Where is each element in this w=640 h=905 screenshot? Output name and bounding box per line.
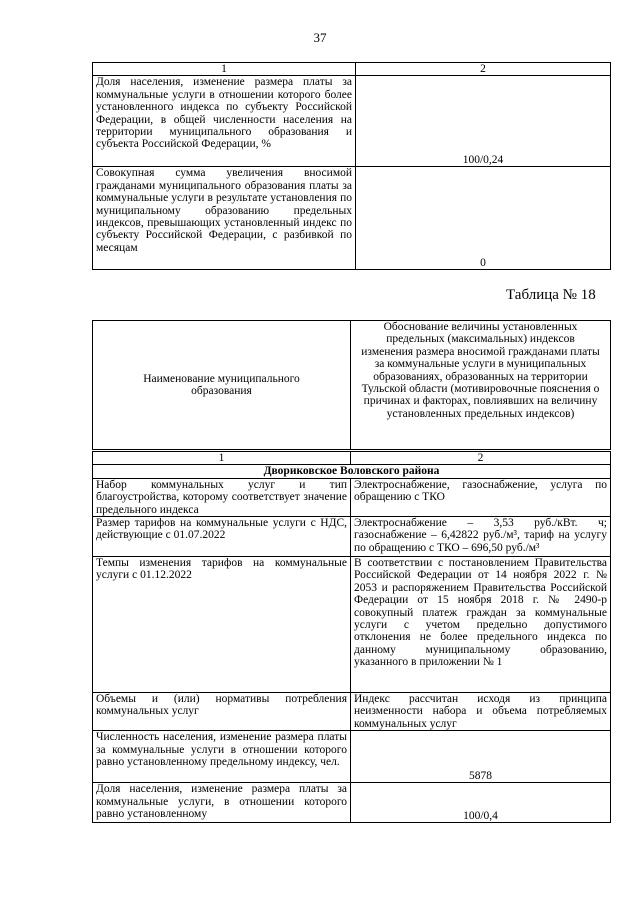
table-1-header-row <box>93 63 611 76</box>
table-row <box>93 783 611 823</box>
table-18-col-2-number: 2 <box>351 451 611 465</box>
table-cell-value: В соответствии с постановлением Правительства Российской Федерации от 14 ноября 2022 г. № 2053 и распоряжением Правительства Российской Федерации от 15 ноября 2018 г. № 2490-р совокупный платеж граждан за коммунальные услуги с учетом предельно допустимого отклонения не более предельного индекса по данному муниципальному образованию, указанного в приложении № 1 <box>351 557 611 693</box>
table-cell-label: Размер тарифов на коммунальные услуги с НДС, действующие с 01.07.2022 <box>93 517 351 557</box>
table-cell-label: Доля населения, изменение размера платы за коммунальные услуги в отношении которого более установленного индекса по субъекту Российской Федерации, в общей численности населения на территории муниципального образования и субъекта Российской Федерации, % <box>93 76 356 167</box>
table-cell-value: Индекс рассчитан исходя из принципа неизменности набора и объема потребляемых коммунальных услуг <box>351 693 611 731</box>
section-title: Двориковское Воловского района <box>93 465 611 478</box>
table-caption: Таблица № 18 <box>506 287 596 303</box>
table-cell-label: Темпы изменения тарифов на коммунальные услуги с 01.12.2022 <box>93 557 351 693</box>
table-cell-value: Электроснабжение – 3,53 руб./кВт. ч; газоснабжение – 6,42822 руб./м³, тариф на услугу по обращению с ТКО – 696,50 руб./м³ <box>351 517 611 557</box>
table-cell-label: Доля населения, изменение размера платы за коммунальные услуги, в отношении которого равно установленному <box>93 783 351 823</box>
table-cell-label: Набор коммунальных услуг и тип благоустройства, которому соответствует значение предельного индекса <box>93 478 351 516</box>
section-row <box>93 465 611 478</box>
table-row <box>93 517 611 557</box>
page-number: 37 <box>313 30 327 45</box>
table-18 <box>92 320 611 823</box>
table-row <box>93 557 611 693</box>
table-cell-label: Совокупная сумма увеличения вносимой гражданами муниципального образования платы за коммунальные услуги в результате установления по муниципальному образованию предельных индексов, превышающих установленный индекс по субъекту Российской Федерации, с разбивкой по месяцам <box>93 167 356 270</box>
table-row <box>93 693 611 731</box>
table-row <box>93 167 611 270</box>
table-18-number-row <box>93 451 611 465</box>
table-cell-value: 0 <box>356 167 611 270</box>
table-1-col-2-number: 2 <box>356 63 611 76</box>
table-18-header-row <box>93 321 611 451</box>
table-18-col-1-number: 1 <box>93 451 351 465</box>
table-cell-value: Электроснабжение, газоснабжение, услуга по обращению с ТКО <box>351 478 611 516</box>
table-cell-value: 100/0,24 <box>356 76 611 167</box>
table-cell-label: Численность населения, изменение размера платы за коммунальные услуги в отношении которого равно установленному предельному индексу, чел. <box>93 731 351 783</box>
column-header-justification: Обоснование величины установленных предельных (максимальных) индексов изменения размера вносимой гражданами платы за коммунальные услуги в муниципальных образованиях, образованных на территории Тульской области (мотивировочные пояснения о причинах и факторах, повлиявших на величину установленных предельных индексов) <box>351 321 611 451</box>
table-row <box>93 478 611 516</box>
table-cell-value: 5878 <box>351 731 611 783</box>
column-header-municipality: Наименование муниципального образования <box>93 321 351 451</box>
table-1 <box>92 62 611 270</box>
table-cell-label: Объемы и (или) нормативы потребления коммунальных услуг <box>93 693 351 731</box>
table-cell-value: 100/0,4 <box>351 783 611 823</box>
table-row <box>93 76 611 167</box>
table-1-col-1-number: 1 <box>93 63 356 76</box>
table-row <box>93 731 611 783</box>
